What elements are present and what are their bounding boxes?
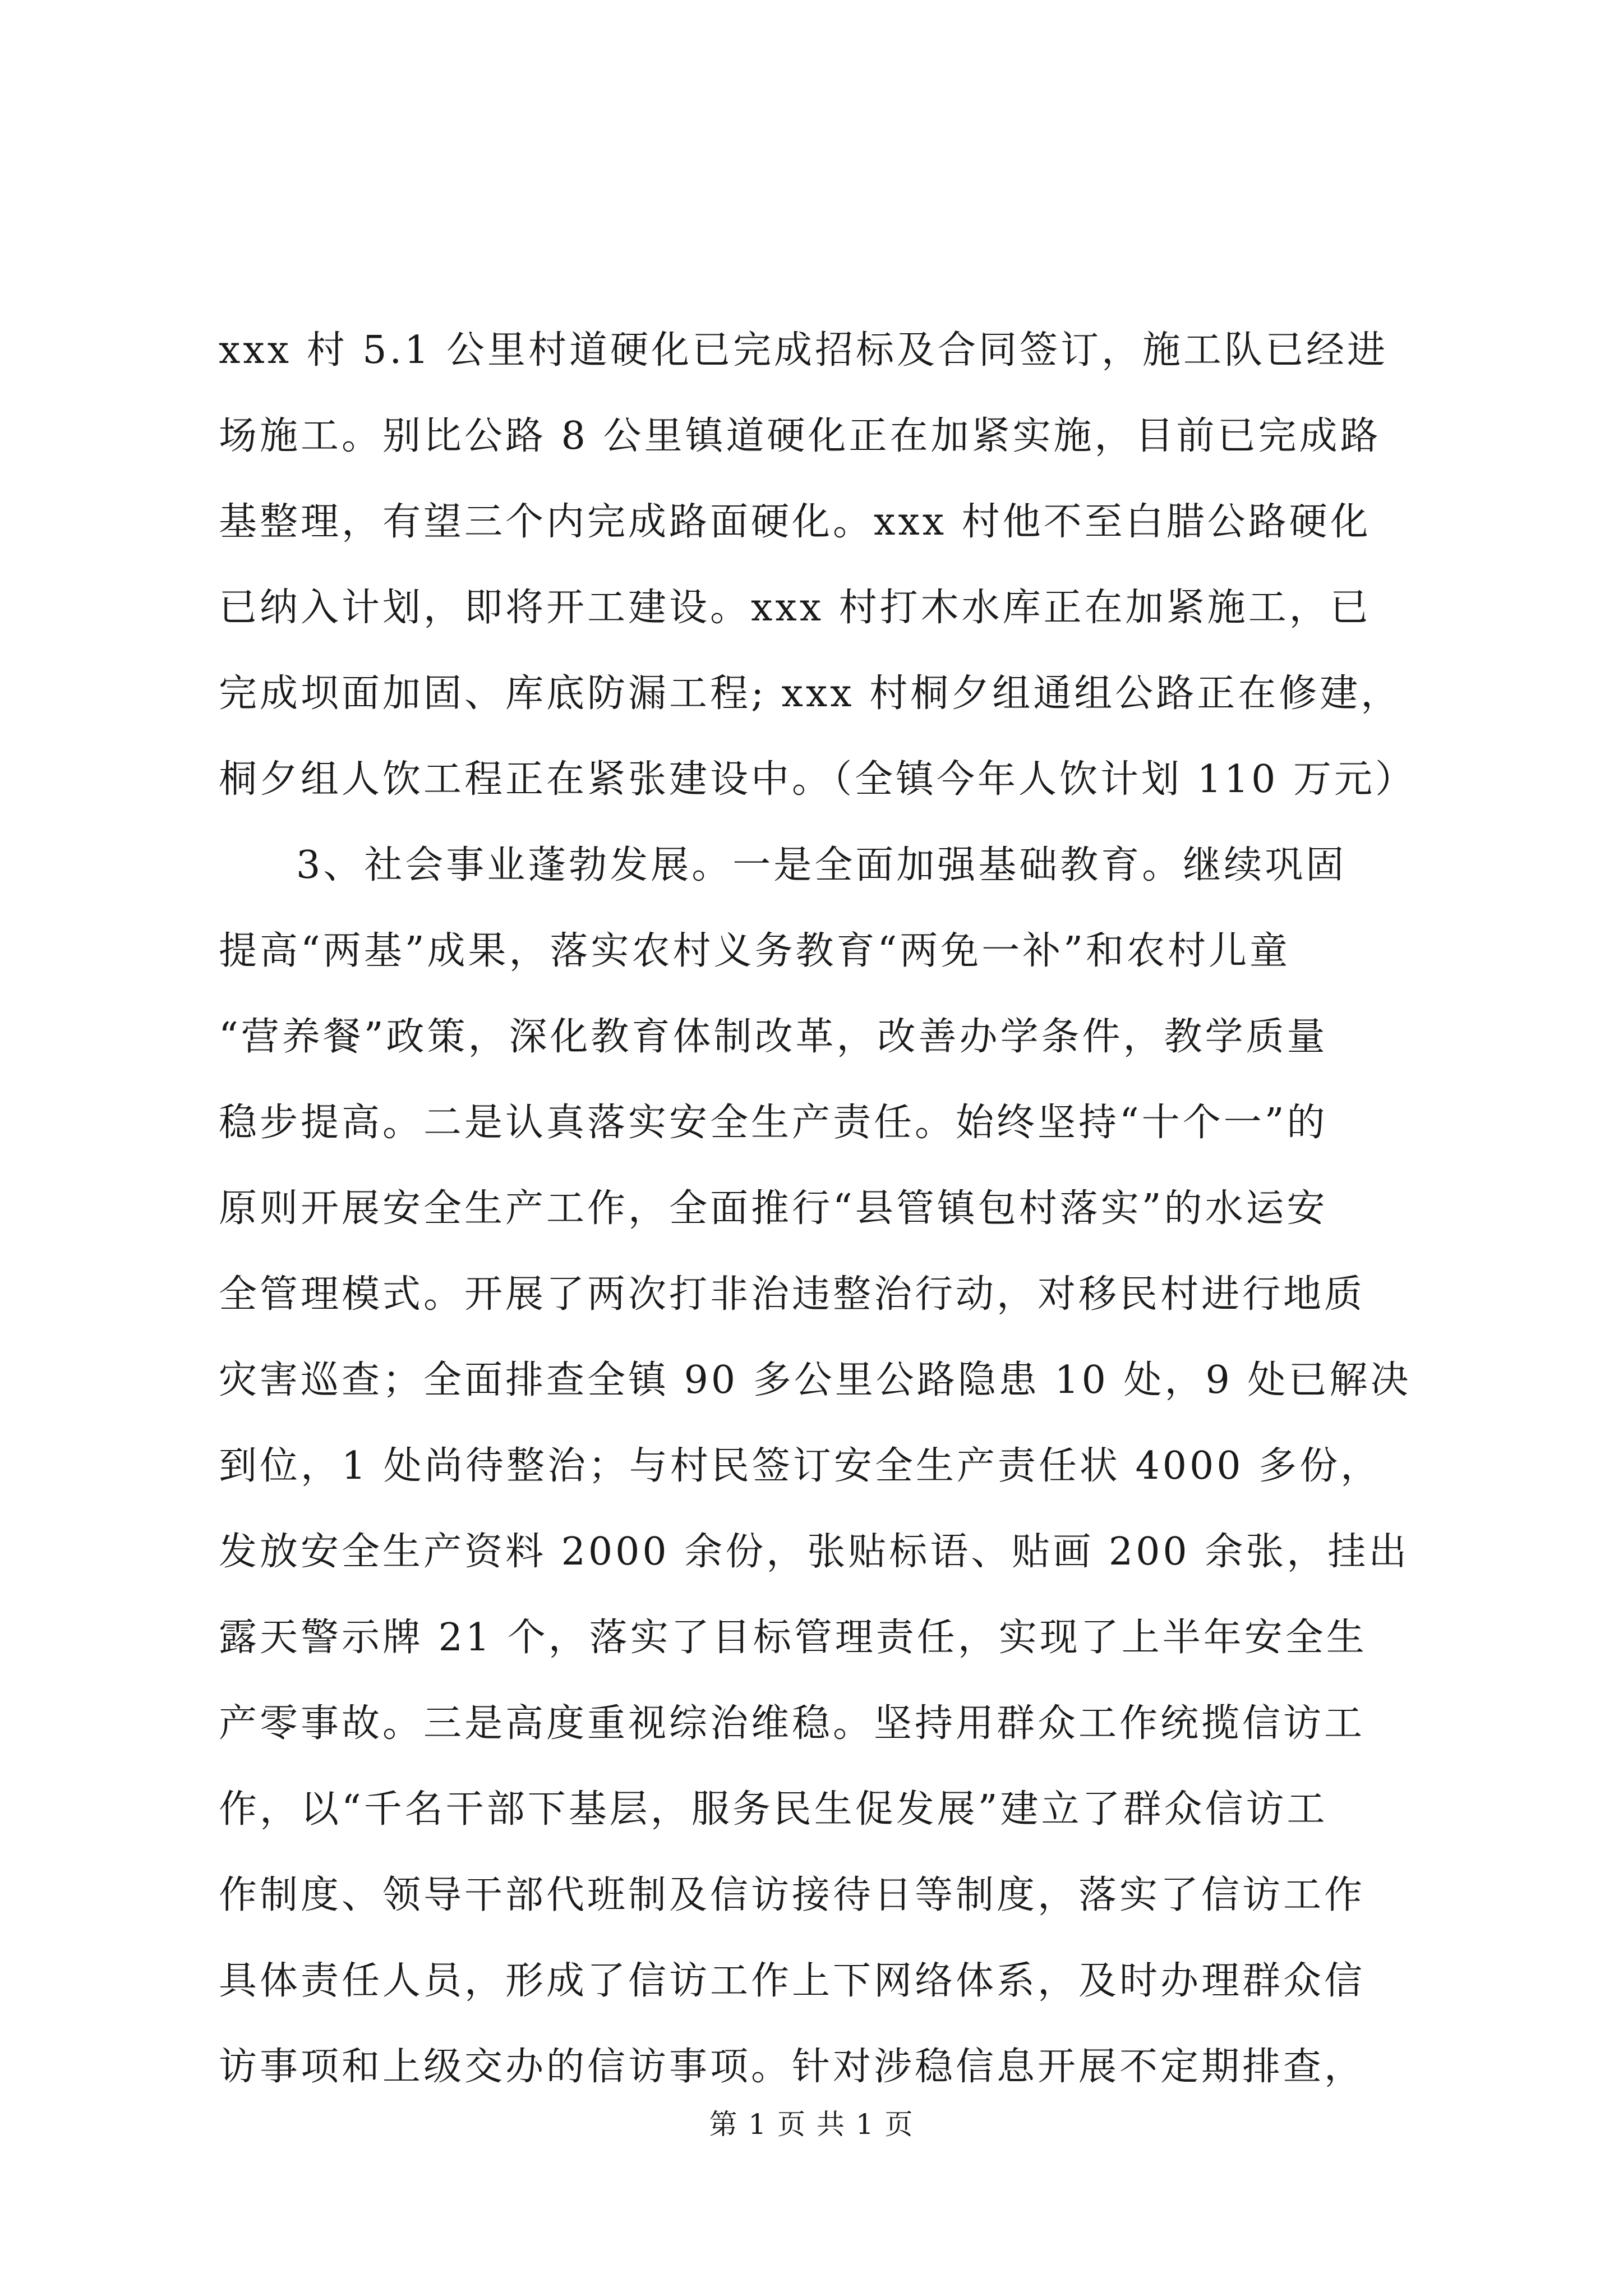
text-line: 发放安全生产资料 2000 余份，张贴标语、贴画 200 余张，挂出 — [219, 1530, 1410, 1574]
text-line: 作制度、领导干部代班制及信访接待日等制度，落实了信访工作 — [219, 1873, 1366, 1917]
text-line: 完成坝面加固、库底防漏工程; xxx 村桐夕组通组公路正在修建， — [219, 671, 1402, 716]
text-line: “营养餐”政策，深化教育体制改革，改善办学条件，教学质量 — [219, 1015, 1328, 1059]
text-line: 具体责任人员，形成了信访工作上下网络体系，及时办理群众信 — [219, 1959, 1366, 2003]
text-line: 灾害巡查；全面排查全镇 90 多公里公路隐患 10 处，9 处已解决 — [219, 1358, 1412, 1402]
paragraph-start-line: 3、社会事业蓬勃发展。一是全面加强基础教育。继续巩固 — [296, 843, 1347, 887]
page-number-footer: 第 1 页 共 1 页 — [709, 2108, 914, 2141]
text-line: 露天警示牌 21 个，落实了目标管理责任，实现了上半年安全生 — [219, 1616, 1367, 1660]
text-line: 原则开展安全生产工作，全面推行“县管镇包村落实”的水运安 — [219, 1186, 1328, 1231]
text-line: 稳步提高。二是认真落实安全生产责任。始终坚持“十个一”的 — [219, 1101, 1328, 1145]
text-line: 到位，1 处尚待整治；与村民签订安全生产责任状 4000 多份， — [219, 1444, 1382, 1488]
text-line: 作，以“千名干部下基层，服务民生促发展”建立了群众信访工 — [219, 1787, 1328, 1832]
text-line: 已纳入计划，即将开工建设。xxx 村打木水库正在加紧施工，已 — [219, 586, 1371, 630]
text-line: 访事项和上级交办的信访事项。针对涉稳信息开展不定期排查， — [219, 2045, 1366, 2089]
text-line: 提高“两基”成果，落实农村义务教育“两免一补”和农村儿童 — [219, 929, 1291, 973]
text-line: 全管理模式。开展了两次打非治违整治行动，对移民村进行地质 — [219, 1272, 1366, 1317]
text-line: 场施工。别比公路 8 公里镇道硬化正在加紧实施，目前已完成路 — [219, 414, 1381, 458]
text-line: 桐夕组人饮工程正在紧张建设中。（全镇今年人饮计划 110 万元） — [219, 757, 1417, 802]
document-body — [219, 307, 1419, 2110]
text-line: 产零事故。三是高度重视综治维稳。坚持用群众工作统揽信访工 — [219, 1701, 1366, 1746]
text-line: xxx 村 5.1 公里村道硬化已完成招标及合同签订，施工队已经进 — [219, 328, 1389, 372]
text-line: 基整理，有望三个内完成路面硬化。xxx 村他不至白腊公路硬化 — [219, 500, 1371, 544]
